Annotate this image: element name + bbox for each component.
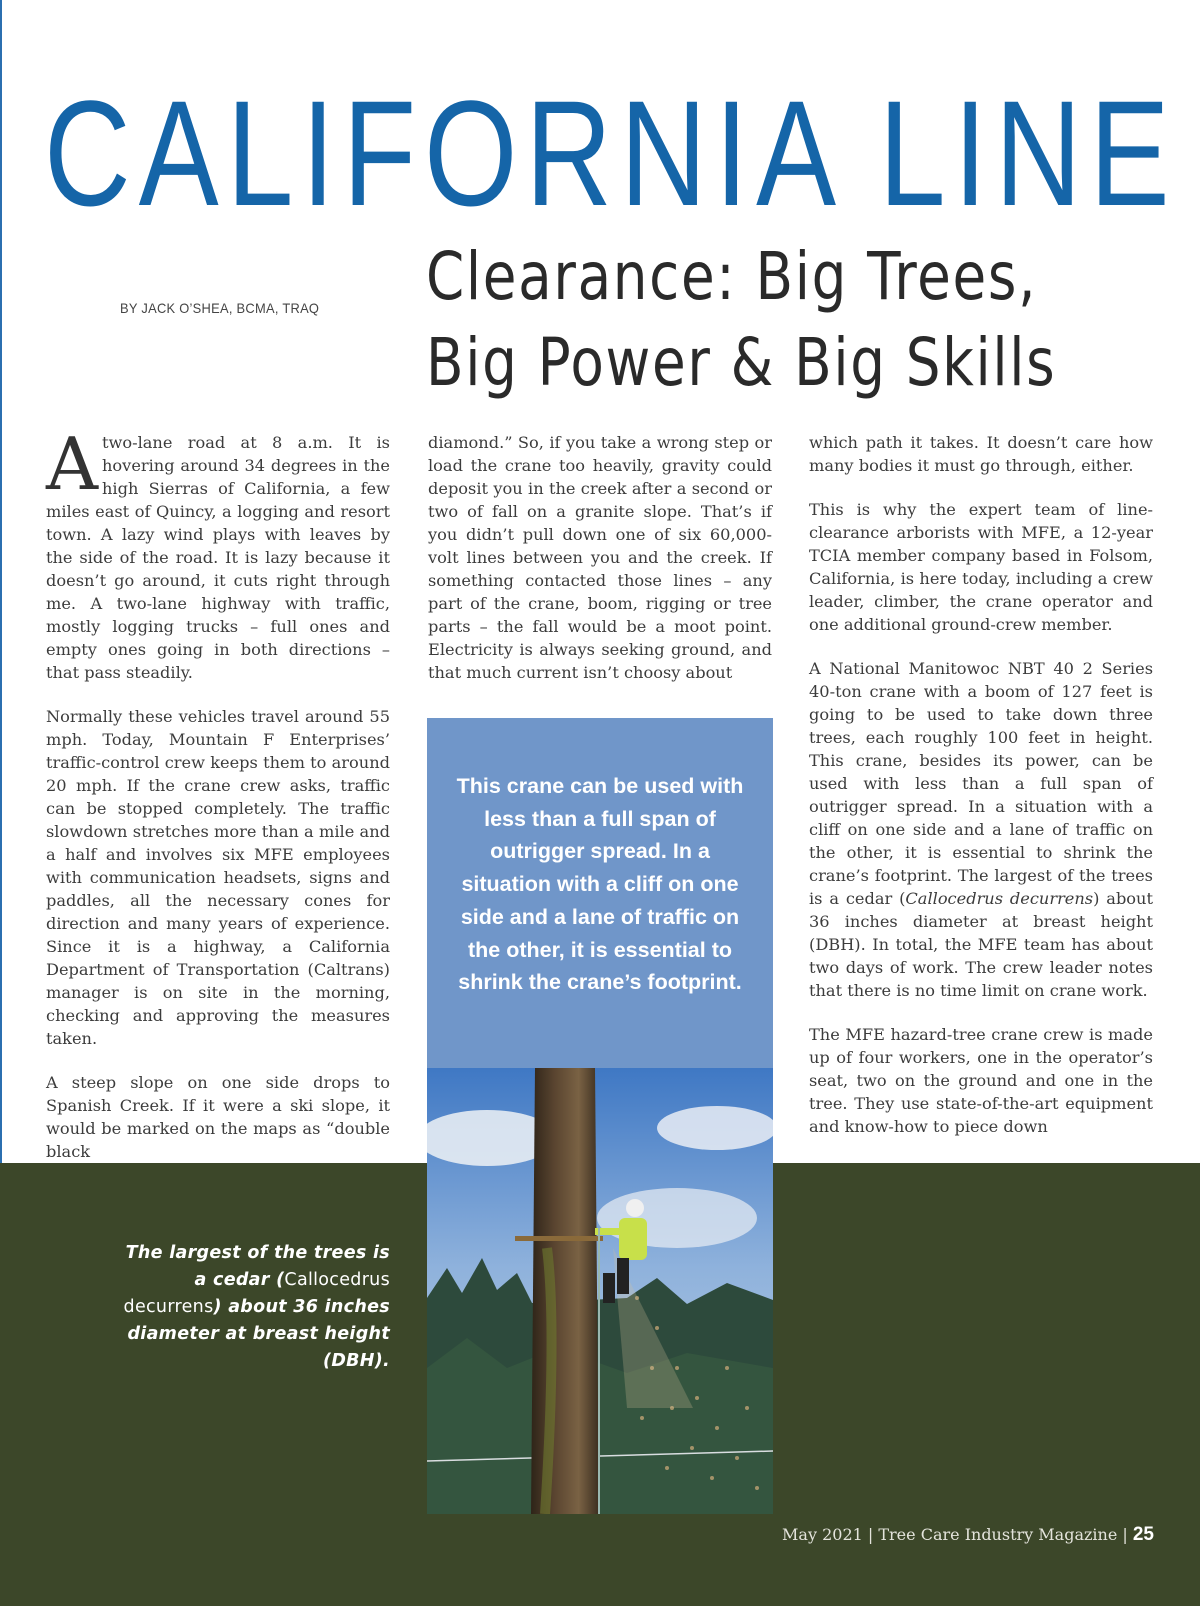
paragraph-text: A National Manitowoc NBT 40 2 Series 40-ton crane with a boom of 127 feet is going to be used to take down three trees, each roughly 100 feet in height. This crane, besides its power, can be used with less than a full span of outrigger spread. In a situation with a cliff on one side and a lane of traffic on the other, it is essential to shrink the crane’s footprint. The largest of the trees is a cedar ( xyxy=(809,659,1153,908)
subtitle-line-2: Big Power & Big Skills xyxy=(426,324,1057,401)
drop-cap: A xyxy=(46,422,98,506)
paragraph: This is why the expert team of line-clearance arborists with MFE, a 12-year TCIA member company based in Folsom, California, is here today, including a crew leader, climber, the crane operator and one additional ground-crew member. xyxy=(809,500,1153,634)
subtitle-line-1: Clearance: Big Trees, xyxy=(426,238,1038,315)
paragraph-text: two-lane road at 8 a.m. It is hovering around 34 degrees in the high Sierras of California, a few miles east of Quincy, a logging and resort town. A lazy wind plays with leaves by the side of the road. It is lazy because it doesn’t go around, it cuts right through me. A two-lane highway with traffic, mostly logging trucks – full ones and empty ones going in both directions – that pass steadily. xyxy=(46,433,390,682)
pull-quote-text: The largest of the trees is a cedar ( xyxy=(125,1243,390,1290)
pull-quote-species: Callocedrus decurrens xyxy=(123,1270,390,1317)
paragraph: A steep slope on one side drops to Spanish Creek. If it were a ski slope, it would be marked on the maps as “double black xyxy=(46,1073,390,1161)
pull-quote xyxy=(120,1240,390,1375)
species-name: Callocedrus decurrens xyxy=(905,889,1094,908)
headline: CALIFORNIA LINE xyxy=(44,69,1178,237)
page-number: 25 xyxy=(1132,1524,1154,1545)
article-column-3 xyxy=(809,431,1153,1159)
callout-text: This crane can be used with less than a full span of outrigger spread. In a situation with a cliff on one side and a lane of traffic on the other, it is essential to shrink the crane’s footprint. xyxy=(456,774,744,995)
article-column-2 xyxy=(428,431,772,705)
paragraph xyxy=(46,422,390,684)
page-footer xyxy=(782,1524,1154,1546)
subtitle xyxy=(426,234,1056,406)
pull-quote-text: ) about 36 inches diameter at breast height (DBH). xyxy=(127,1297,390,1371)
photo-illustration xyxy=(427,1068,773,1514)
page-edge-rule xyxy=(0,0,2,1163)
paragraph xyxy=(809,657,1153,1002)
footer-text: May 2021 | Tree Care Industry Magazine | xyxy=(782,1525,1133,1544)
article-column-1 xyxy=(46,422,390,1184)
paragraph: The MFE hazard-tree crane crew is made up of four workers, one in the operator’s seat, two on the ground and one in the tree. They use state-of-the-art equipment and know-how to piece down xyxy=(809,1025,1153,1136)
callout-box xyxy=(427,718,773,1068)
paragraph-text: ) about 36 inches diameter at breast height (DBH). In total, the MFE team has about two days of work. The crew leader notes that there is no time limit on crane work. xyxy=(809,889,1153,1000)
paragraph: which path it takes. It doesn’t care how many bodies it must go through, either. xyxy=(809,433,1153,475)
byline: BY JACK O’SHEA, BCMA, TRAQ xyxy=(120,300,320,316)
paragraph: Normally these vehicles travel around 55 mph. Today, Mountain F Enterprises’ traffic-control crew keeps them to around 20 mph. If the crane crew asks, traffic can be stopped completely. The traffic slowdown stretches more than a mile and a half and involves six MFE employees with communication headsets, signs and paddles, all the necessary cones for direction and many years of experience. Since it is a highway, a California Department of Transportation (Caltrans) manager is on site in the morning, checking and approving the measures taken. xyxy=(46,707,390,1048)
climber-in-tree-photo xyxy=(427,1068,773,1514)
paragraph: diamond.” So, if you take a wrong step or load the crane too heavily, gravity could deposit you in the creek after a second or two of fall on a granite slope. That’s if you didn’t pull down one of six 60,000-volt lines between you and the creek. If something contacted those lines – any part of the crane, boom, rigging or tree parts – the fall would be a moot point. Electricity is always seeking ground, and that much current isn’t choosy about xyxy=(428,433,772,682)
